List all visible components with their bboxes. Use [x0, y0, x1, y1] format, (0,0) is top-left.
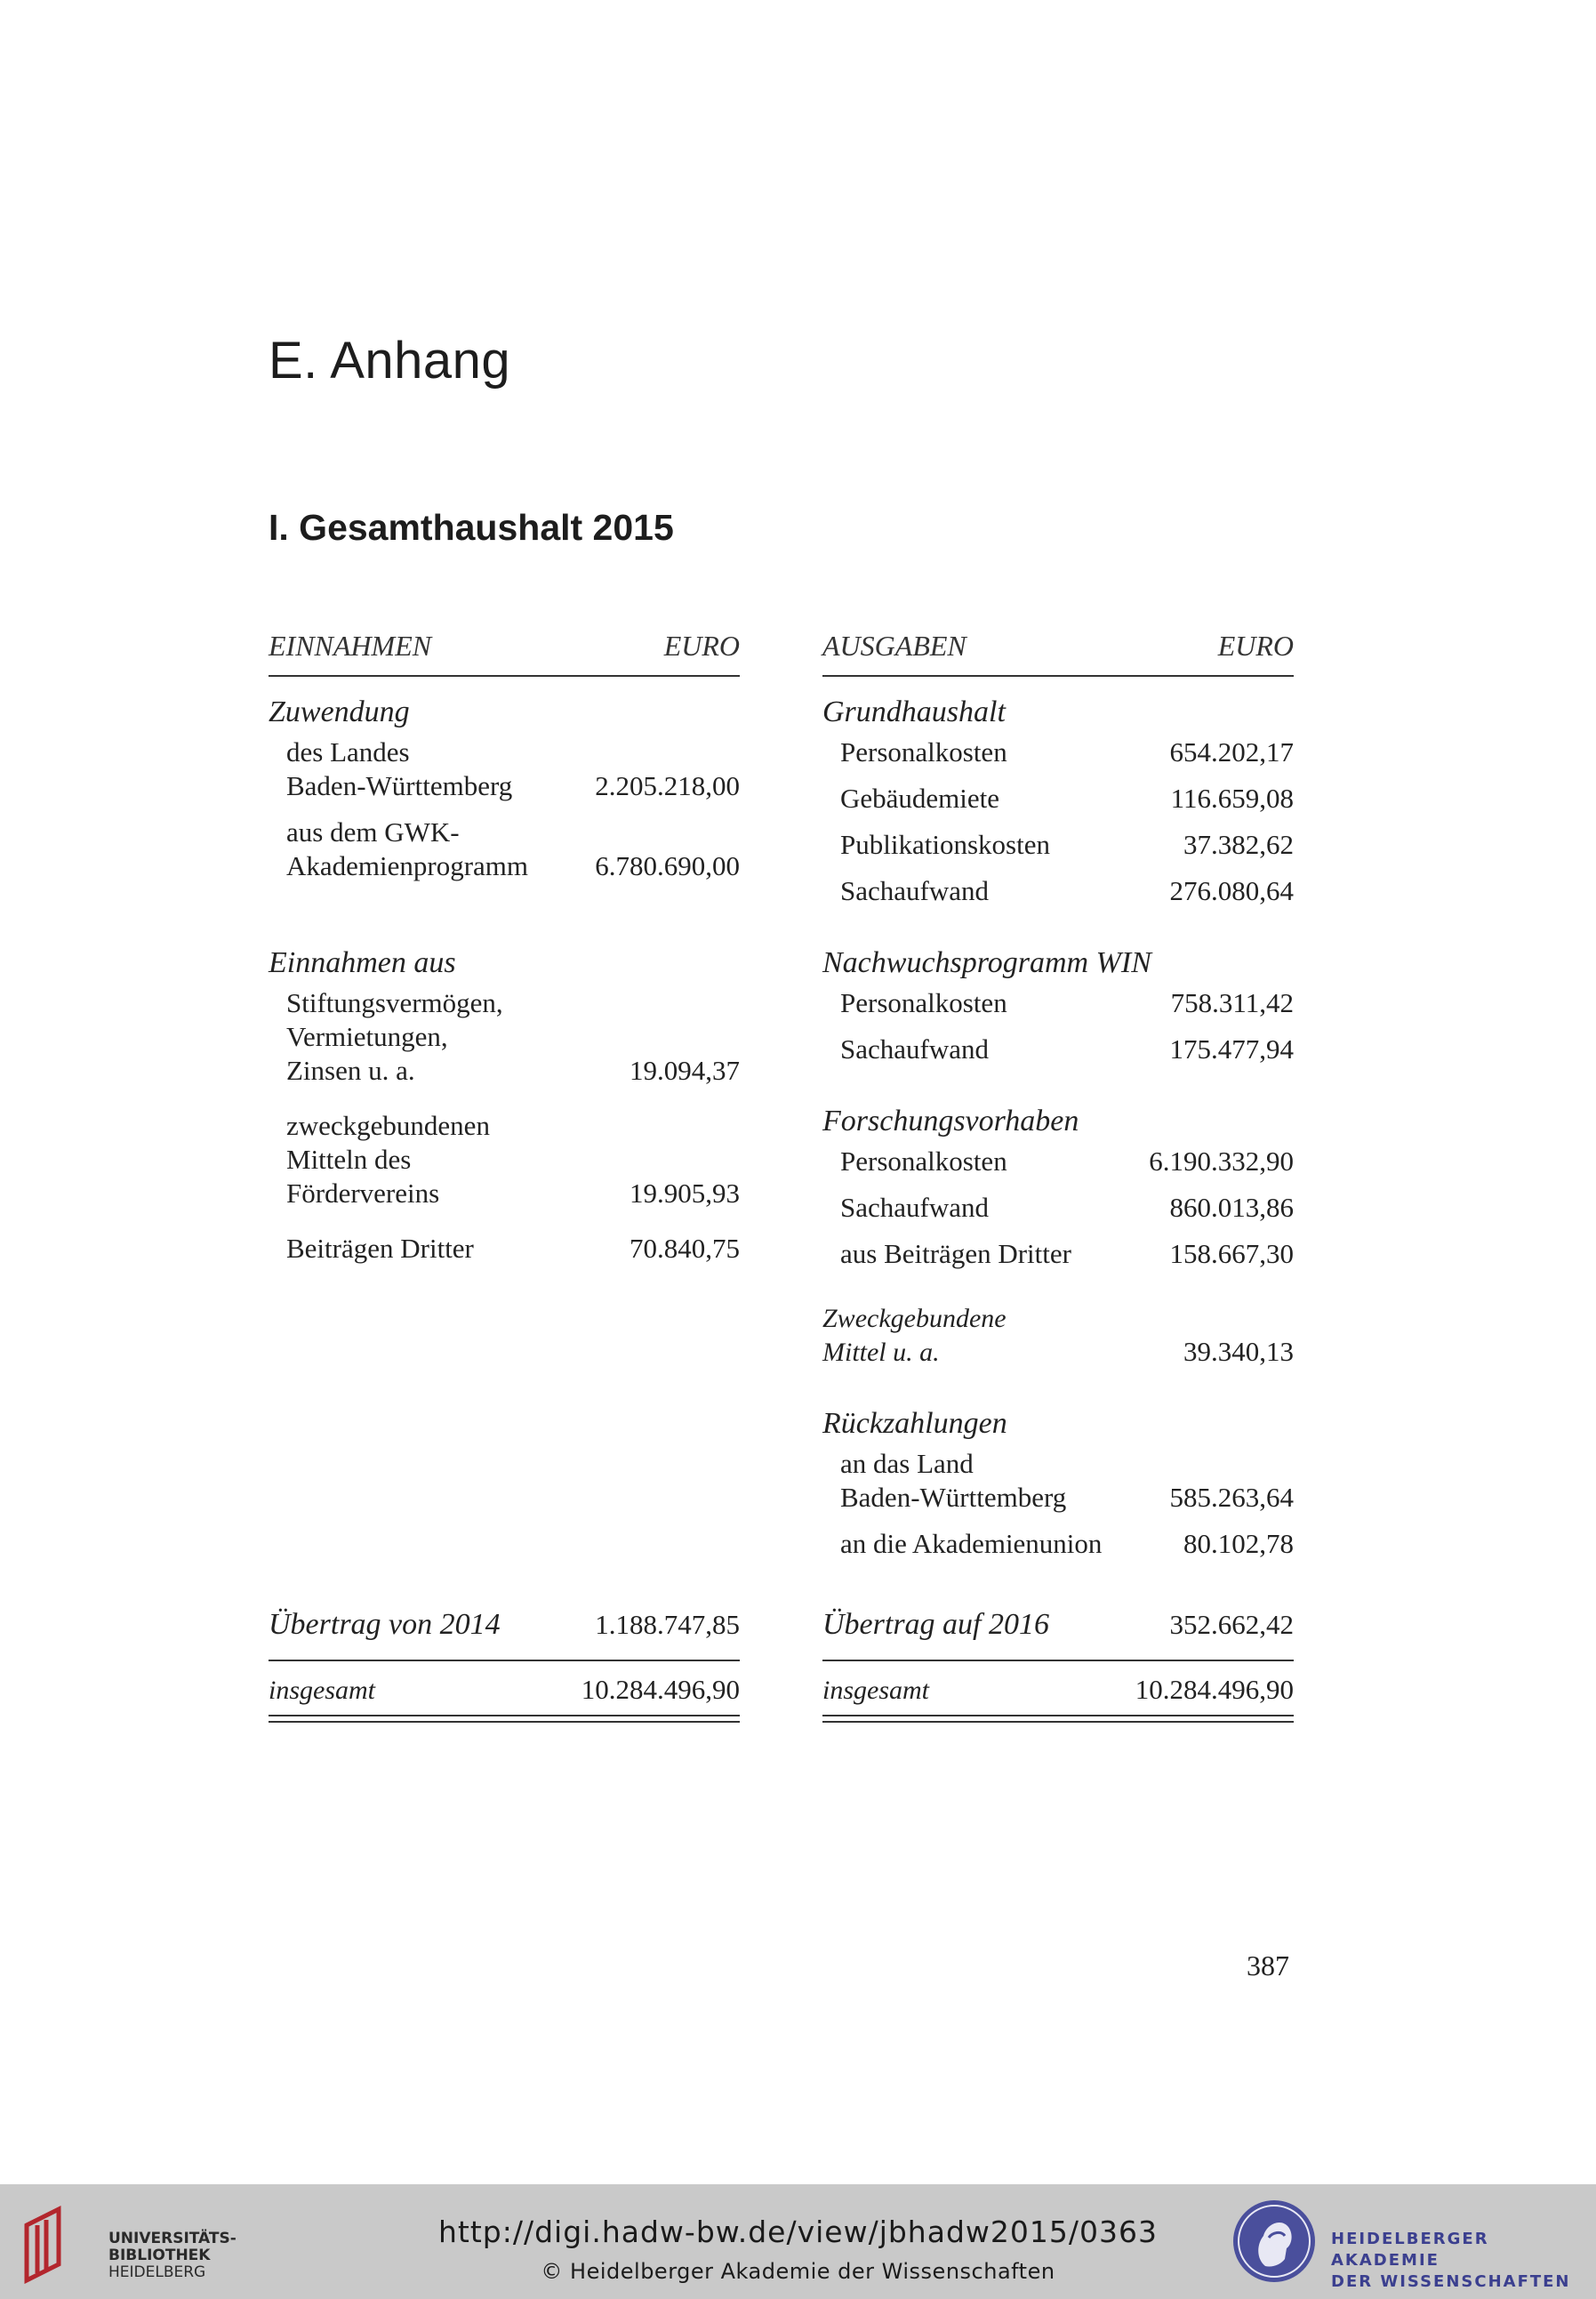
income-row — [269, 1233, 740, 1265]
group-title-nachwuchs: Nachwuchsprogramm WIN — [822, 946, 1151, 979]
ub-line: UNIVERSITÄTS- — [108, 2230, 237, 2247]
income-row — [269, 1178, 740, 1210]
row-value: 654.202,17 — [1169, 736, 1294, 768]
row-value: 2.205.218,00 — [595, 770, 740, 801]
expenses-header — [822, 630, 1294, 663]
expense-line: an das Land — [840, 1448, 974, 1479]
footer-bar — [0, 2184, 1596, 2299]
expenses-total-row — [822, 1674, 1294, 1706]
expense-row — [822, 875, 1294, 907]
page-number: 387 — [1247, 1949, 1289, 1981]
income-row — [269, 770, 740, 802]
carry-label: Übertrag von 2014 — [269, 1608, 501, 1641]
row-value: 175.477,94 — [1169, 1033, 1294, 1065]
total-label: insgesamt — [269, 1676, 375, 1705]
expense-row — [822, 1145, 1294, 1178]
row-value: 6.780.690,00 — [595, 850, 740, 881]
ub-line: HEIDELBERG — [108, 2263, 206, 2281]
group-title-einnahmen-aus: Einnahmen aus — [269, 946, 456, 979]
row-value: 19.094,37 — [630, 1055, 740, 1086]
total-label: insgesamt — [822, 1676, 929, 1705]
income-carry-row — [269, 1608, 740, 1642]
footer-url-link[interactable]: http://digi.hadw-bw.de/view/jbhadw2015/0363 — [438, 2215, 1158, 2249]
row-label: Akademienprogramm — [286, 850, 529, 881]
row-label: Mittel u. a. — [822, 1338, 940, 1367]
group-title-rueckzahlungen: Rückzahlungen — [822, 1407, 1007, 1440]
carry-value: 1.188.747,85 — [595, 1609, 740, 1640]
ub-line: BIBLIOTHEK — [108, 2247, 211, 2264]
expense-row — [822, 829, 1294, 861]
row-value: 80.102,78 — [1183, 1528, 1294, 1559]
row-label: Fördervereins — [286, 1178, 440, 1209]
row-label: Personalkosten — [840, 736, 1007, 768]
row-value: 19.905,93 — [630, 1178, 740, 1209]
total-value: 10.284.496,90 — [1135, 1674, 1294, 1705]
row-label: Beiträgen Dritter — [286, 1233, 474, 1264]
expense-row — [822, 987, 1294, 1019]
row-value: 860.013,86 — [1169, 1192, 1294, 1223]
carry-value: 352.662,42 — [1169, 1609, 1294, 1640]
row-value: 758.311,42 — [1170, 987, 1294, 1018]
row-value: 6.190.332,90 — [1149, 1145, 1294, 1177]
row-value: 116.659,08 — [1170, 783, 1294, 814]
row-label: aus Beiträgen Dritter — [840, 1238, 1071, 1269]
row-label: Sachaufwand — [840, 875, 989, 906]
income-line: des Landes — [286, 736, 410, 768]
expenses-header-unit: EURO — [1217, 630, 1294, 662]
income-line: Vermietungen, — [286, 1021, 448, 1052]
row-label: an die Akademienunion — [840, 1528, 1103, 1559]
row-label: Personalkosten — [840, 1145, 1007, 1177]
double-rule — [269, 1715, 740, 1723]
income-header — [269, 630, 740, 663]
row-value: 37.382,62 — [1183, 829, 1294, 860]
total-value: 10.284.496,90 — [581, 1674, 740, 1705]
income-line: zweckgebundenen — [286, 1110, 490, 1141]
row-label: Personalkosten — [840, 987, 1007, 1018]
section-heading: I. Gesamthaushalt 2015 — [269, 507, 674, 548]
row-label: Sachaufwand — [840, 1192, 989, 1223]
hadw-line: DER WISSENSCHAFTEN — [1331, 2272, 1571, 2291]
zweck-title: Zweckgebundene — [822, 1304, 1007, 1333]
group-title-zuwendung: Zuwendung — [269, 695, 410, 728]
carry-label: Übertrag auf 2016 — [822, 1608, 1049, 1641]
page-heading: E. Anhang — [269, 332, 511, 390]
row-value: 39.340,13 — [1183, 1336, 1294, 1367]
income-row — [269, 1055, 740, 1087]
row-value: 585.263,64 — [1169, 1482, 1294, 1513]
hadw-logo[interactable] — [1230, 2197, 1585, 2295]
expense-row — [822, 1528, 1294, 1560]
row-label: Gebäudemiete — [840, 783, 1000, 814]
expense-row — [822, 736, 1294, 768]
expense-row — [822, 1482, 1294, 1514]
row-label: Baden-Württemberg — [286, 770, 513, 801]
expenses-header-rule — [822, 675, 1294, 677]
row-label: Publikationskosten — [840, 829, 1050, 860]
expenses-header-label: AUSGABEN — [822, 630, 966, 662]
double-rule — [822, 1715, 1294, 1723]
income-line: aus dem GWK- — [286, 816, 460, 848]
group-title-grundhaushalt: Grundhaushalt — [822, 695, 1006, 728]
total-rule — [822, 1660, 1294, 1661]
hadw-wordmark — [1331, 2229, 1585, 2293]
expense-row — [822, 1192, 1294, 1224]
expense-row — [822, 783, 1294, 815]
row-label: Zinsen u. a. — [286, 1055, 415, 1086]
group-title-forschung: Forschungsvorhaben — [822, 1105, 1079, 1137]
expenses-carry-row — [822, 1608, 1294, 1642]
hadw-head-emblem-icon — [1230, 2197, 1319, 2286]
income-header-unit: EURO — [663, 630, 740, 662]
income-row — [269, 850, 740, 882]
hadw-line: HEIDELBERGER AKADEMIE — [1331, 2230, 1489, 2270]
expense-row — [822, 1238, 1294, 1270]
income-total-row — [269, 1674, 740, 1706]
row-value: 158.667,30 — [1169, 1238, 1294, 1269]
row-value: 70.840,75 — [630, 1233, 740, 1264]
income-line: Stiftungsvermögen, — [286, 987, 503, 1018]
expense-row — [822, 1336, 1294, 1368]
row-label: Baden-Württemberg — [840, 1482, 1067, 1513]
row-label: Sachaufwand — [840, 1033, 989, 1065]
row-value: 276.080,64 — [1169, 875, 1294, 906]
income-header-rule — [269, 675, 740, 677]
expense-row — [822, 1033, 1294, 1065]
income-header-label: EINNAHMEN — [269, 630, 432, 662]
income-line: Mitteln des — [286, 1144, 412, 1175]
total-rule — [269, 1660, 740, 1661]
footer-copyright: © Heidelberger Akademie der Wissenschaften — [541, 2259, 1055, 2284]
